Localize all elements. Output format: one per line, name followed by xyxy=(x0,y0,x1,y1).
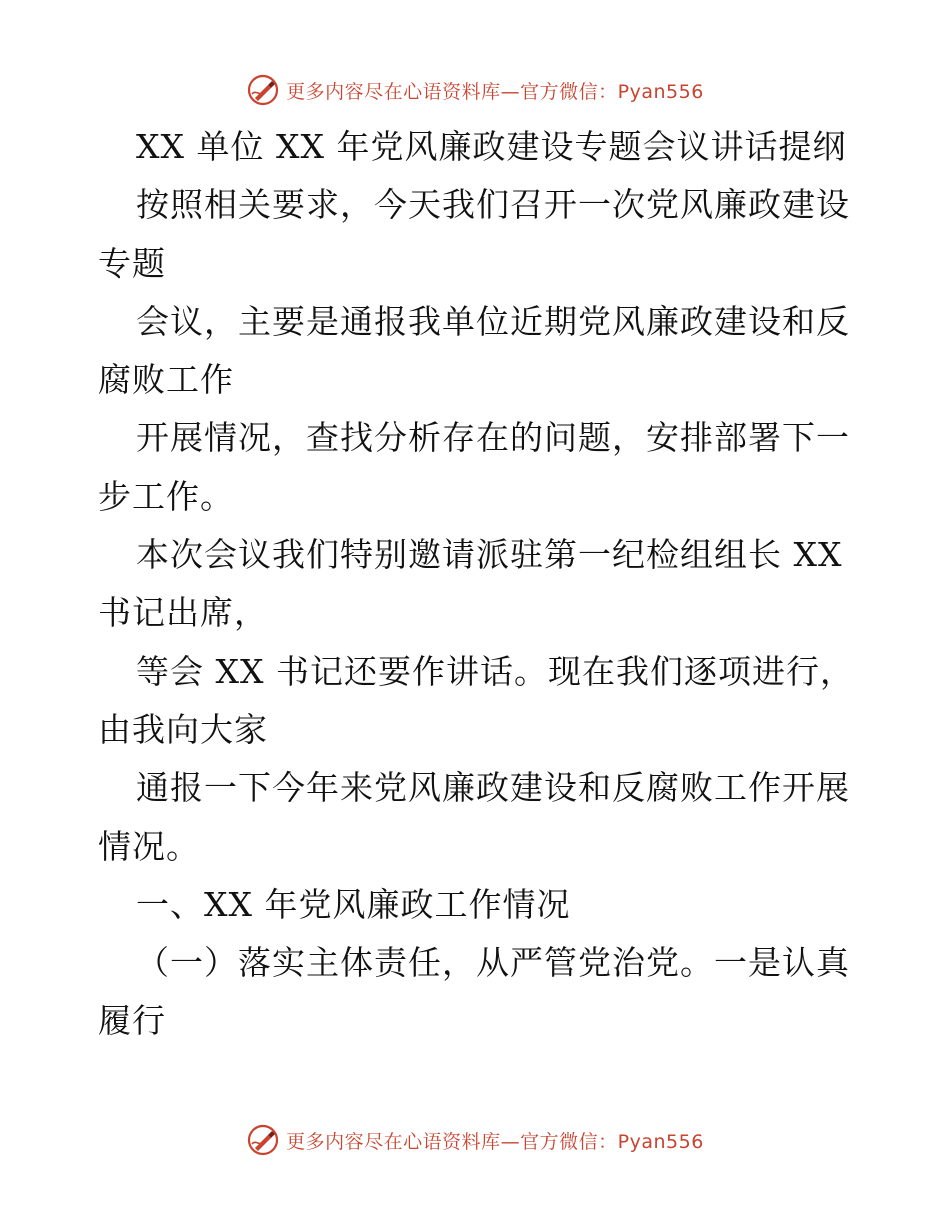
paragraph-line: 情况。 xyxy=(98,826,200,866)
pen-logo-icon xyxy=(246,1123,280,1157)
paragraph-line: 通报一下今年来党风廉政建设和反腐败工作开展 xyxy=(136,768,850,808)
paragraph-line: 履行 xyxy=(98,1001,166,1041)
paragraph-line: 开展情况，查找分析存在的问题，安排部署下一 xyxy=(136,418,850,458)
section-heading: 一、XX 年党风廉政工作情况 xyxy=(136,884,571,924)
paragraph-line: 专题 xyxy=(98,243,166,283)
paragraph-line: 由我向大家 xyxy=(98,709,268,749)
paragraph-line: 按照相关要求，今天我们召开一次党风廉政建设 xyxy=(136,185,850,225)
paragraph-line: 步工作。 xyxy=(98,476,234,516)
paragraph-line: （一）落实主体责任，从严管党治党。一是认真 xyxy=(136,943,850,983)
paragraph-line: 等会 XX 书记还要作讲话。现在我们逐项进行， xyxy=(136,651,854,691)
paragraph-line: 书记出席， xyxy=(98,593,268,633)
footer-watermark xyxy=(0,1120,950,1160)
paragraph-line: 腐败工作 xyxy=(98,360,234,400)
paragraph-line: 会议，主要是通报我单位近期党风廉政建设和反 xyxy=(136,301,850,341)
header-watermark xyxy=(0,70,950,110)
pen-logo-icon xyxy=(246,73,280,107)
watermark-text: 更多内容尽在心语资料库—官方微信：Pyan556 xyxy=(286,80,704,103)
paragraph-line: 本次会议我们特别邀请派驻第一纪检组组长 XX xyxy=(136,535,843,575)
document-body xyxy=(98,118,858,1051)
watermark-text: 更多内容尽在心语资料库—官方微信：Pyan556 xyxy=(286,1130,704,1153)
document-title: XX 单位 XX 年党风廉政建设专题会议讲话提纲 xyxy=(136,127,847,166)
